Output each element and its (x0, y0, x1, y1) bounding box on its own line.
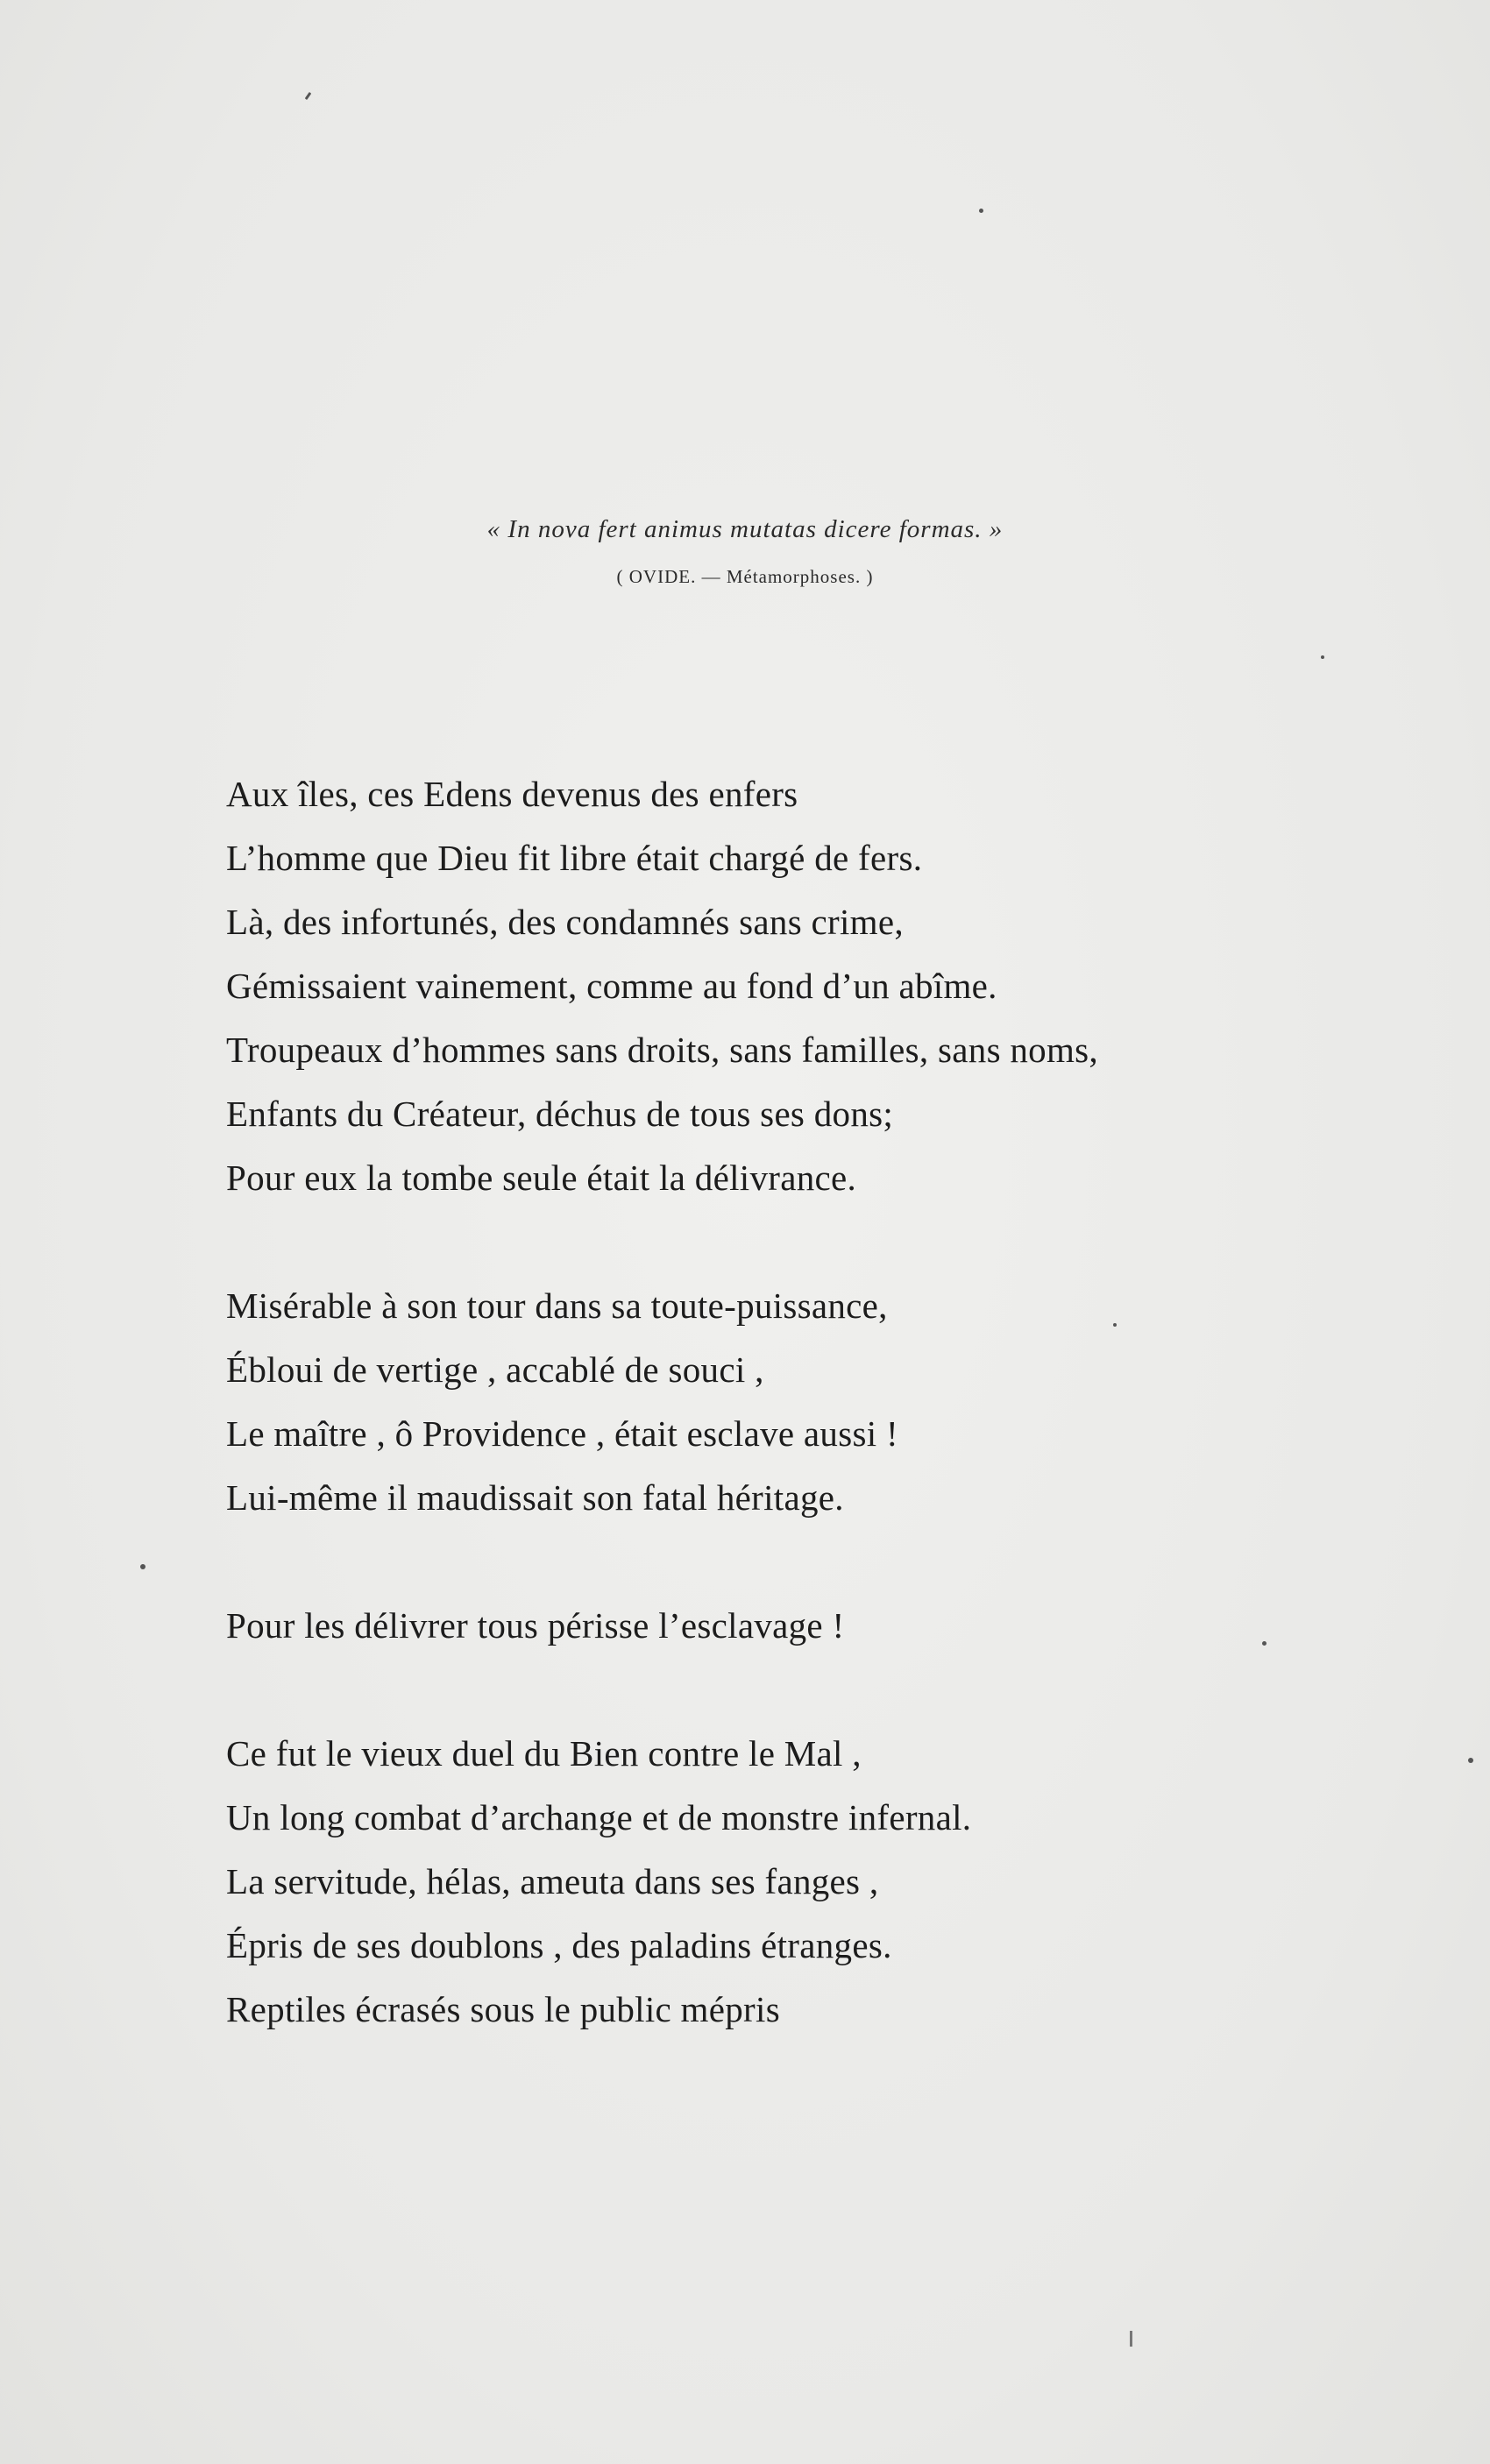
page-mark (1130, 2331, 1132, 2347)
epigraph-source: ( OVIDE. — Métamorphoses. ) (616, 566, 874, 587)
paper-speck (979, 209, 983, 213)
verse-line: Épris de ses doublons , des paladins étranges. (226, 1925, 892, 1965)
poem (226, 762, 1366, 2042)
verse-line: Reptiles écrasés sous le public mépris (226, 1989, 780, 2029)
verse-line: L’homme que Dieu fit libre était chargé de fers. (226, 838, 923, 878)
verse-line: Un long combat d’archange et de monstre infernal. (226, 1797, 972, 1837)
verse-line: Ébloui de vertige , accablé de souci , (226, 1349, 764, 1390)
verse-line: Enfants du Créateur, déchus de tous ses dons; (226, 1094, 894, 1134)
paper-speck (1468, 1758, 1473, 1763)
paper-speck (1262, 1641, 1266, 1646)
verse-line: Lui-même il maudissait son fatal héritage. (226, 1477, 844, 1518)
stanza (226, 1722, 1366, 2042)
verse-line: Troupeaux d’hommes sans droits, sans familles, sans noms, (226, 1030, 1098, 1070)
stanza (226, 1594, 1366, 1658)
verse-line: Misérable à son tour dans sa toute-puissance, (226, 1285, 888, 1326)
verse-line: Pour eux la tombe seule était la délivrance. (226, 1158, 857, 1198)
paper-speck (140, 1564, 145, 1569)
verse-line: Aux îles, ces Edens devenus des enfers (226, 774, 798, 814)
verse-line: Gémissaient vainement, comme au fond d’un abîme. (226, 966, 997, 1006)
verse-line: La servitude, hélas, ameuta dans ses fanges , (226, 1861, 879, 1901)
paper-speck (305, 92, 312, 100)
verse-line: Ce fut le vieux duel du Bien contre le Mal , (226, 1733, 862, 1774)
verse-line: Le maître , ô Providence , était esclave aussi ! (226, 1413, 898, 1454)
paper-speck (1321, 655, 1324, 659)
verse-line: Pour les délivrer tous périsse l’esclavage ! (226, 1605, 845, 1646)
paper-speck (1113, 1323, 1117, 1327)
stanza (226, 762, 1366, 1210)
epigraph-quote: « In nova fert animus mutatas dicere formas. » (486, 515, 1004, 543)
verse-line: Là, des infortunés, des condamnés sans crime, (226, 902, 904, 942)
stanza (226, 1274, 1366, 1530)
